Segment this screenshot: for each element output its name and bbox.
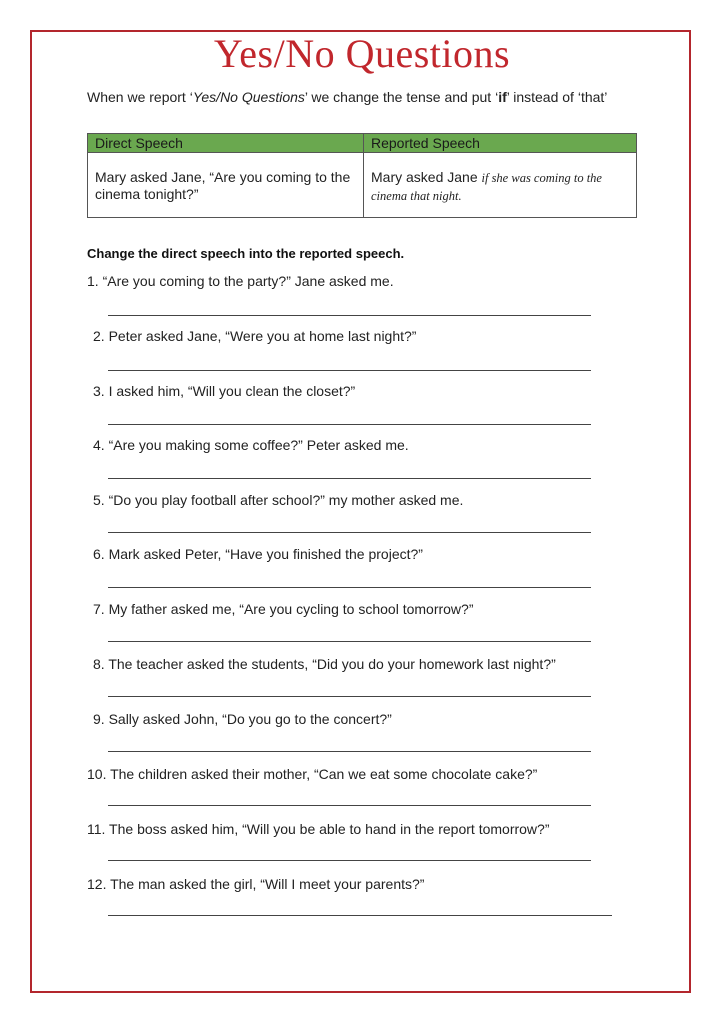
intro-part2: ’ we change the tense and put ‘	[304, 89, 499, 105]
question-3: 3. I asked him, “Will you clean the closet?”	[93, 383, 356, 399]
answer-line-8[interactable]	[108, 696, 591, 697]
question-2: 2. Peter asked Jane, “Were you at home last night?”	[93, 328, 417, 344]
speech-table	[87, 133, 637, 218]
answer-line-2[interactable]	[108, 370, 591, 371]
question-1: 1. “Are you coming to the party?” Jane asked me.	[87, 273, 394, 289]
answer-line-11[interactable]	[108, 860, 591, 861]
question-4: 4. “Are you making some coffee?” Peter asked me.	[93, 437, 409, 453]
question-8: 8. The teacher asked the students, “Did you do your homework last night?”	[93, 656, 556, 672]
reported-plain: Mary asked Jane	[371, 169, 482, 185]
intro-text	[87, 88, 627, 106]
intro-italic: Yes/No Questions	[192, 89, 305, 105]
question-10: 10. The children asked their mother, “Can we eat some chocolate cake?”	[87, 766, 538, 782]
question-6: 6. Mark asked Peter, “Have you finished the project?”	[93, 546, 423, 562]
question-9: 9. Sally asked John, “Do you go to the concert?”	[93, 711, 392, 727]
page-title: Yes/No Questions	[213, 31, 511, 76]
instruction: Change the direct speech into the reported speech.	[87, 246, 405, 261]
reported-speech-example	[364, 153, 637, 218]
question-12: 12. The man asked the girl, “Will I meet your parents?”	[87, 876, 425, 892]
question-7: 7. My father asked me, “Are you cycling to school tomorrow?”	[93, 601, 474, 617]
reported-italic: if she was coming to the cinema that night.	[371, 171, 602, 203]
answer-line-7[interactable]	[108, 641, 591, 642]
reported-speech-header: Reported Speech	[364, 134, 637, 153]
answer-line-5[interactable]	[108, 532, 591, 533]
intro-bold: if	[498, 89, 507, 105]
intro-part3: ’ instead of ‘that’	[506, 89, 608, 105]
direct-speech-example: Mary asked Jane, “Are you coming to the cinema tonight?”	[88, 153, 364, 218]
answer-line-6[interactable]	[108, 587, 591, 588]
answer-line-10[interactable]	[108, 805, 591, 806]
question-5: 5. “Do you play football after school?” my mother asked me.	[93, 492, 464, 508]
answer-line-9[interactable]	[108, 751, 591, 752]
answer-line-4[interactable]	[108, 478, 591, 479]
answer-line-12[interactable]	[108, 915, 612, 916]
intro-part1: When we report ‘	[87, 89, 193, 105]
question-11: 11. The boss asked him, “Will you be able to hand in the report tomorrow?”	[87, 821, 550, 837]
direct-speech-header: Direct Speech	[88, 134, 364, 153]
answer-line-3[interactable]	[108, 424, 591, 425]
answer-line-1[interactable]	[108, 315, 591, 316]
